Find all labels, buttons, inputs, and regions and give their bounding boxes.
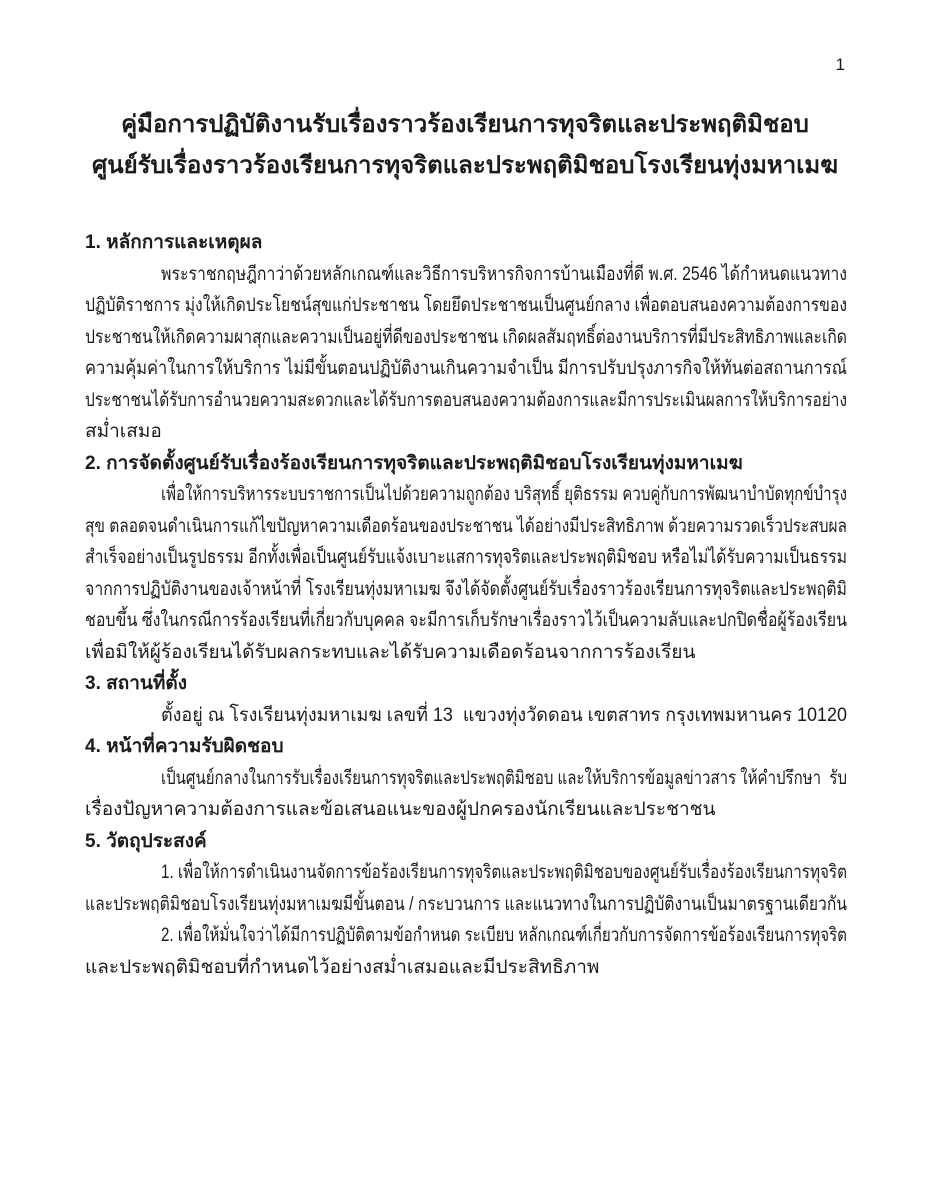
document-title-line1: คู่มือการปฏิบัติงานรับเรื่องราวร้องเรียนการทุจริตและประพฤติมิชอบ (121, 111, 809, 138)
text-line: 2. เพื่อให้มั่นใจว่าได้มีการปฏิบัติตามข้อกำหนด ระเบียบ หลักเกณฑ์เกี่ยวกับการจัดการข้อร้องเรียนการทุจริต (161, 925, 847, 946)
text-line: เพื่อมิให้ผู้ร้องเรียนได้รับผลกระทบและได้รับความเดือดร้อนจากการร้องเรียน (85, 641, 696, 663)
page-number: 1 (835, 55, 845, 74)
text-line: พระราชกฤษฎีกาว่าด้วยหลักเกณฑ์และวิธีการบริหารกิจการบ้านเมืองที่ดี พ.ศ. 2546 ได้กำหนดแนวทาง (161, 263, 847, 285)
text-line: และประพฤติมิชอบที่กำหนดไว้อย่างสม่ำเสมอและมีประสิทธิภาพ (85, 956, 600, 978)
document-title-line2: ศูนย์รับเรื่องราวร้องเรียนการทุจริตและประพฤติมิชอบโรงเรียนทุ่งมหาเมฆ (91, 152, 839, 179)
text-line: ประชาชนได้รับการอำนวยความสะดวกและได้รับการตอบสนองความต้องการและมีการประเมินผลการให้บริการอย่าง (85, 389, 847, 411)
text-line: ประชาชนให้เกิดความผาสุกและความเป็นอยู่ที่ดีของประชาชน เกิดผลสัมฤทธิ์ต่องานบริการที่มีประสิทธิภาพและเกิด (85, 326, 847, 348)
section-4-heading: 4. หน้าที่ความรับผิดชอบ (85, 736, 284, 757)
section-2-heading: 2. การจัดตั้งศูนย์รับเรื่องร้องเรียนการทุจริตและประพฤติมิชอบโรงเรียนทุ่งมหาเมฆ (85, 452, 743, 474)
text-line: เป็นศูนย์กลางในการรับเรื่องเรียนการทุจริตและประพฤติมิชอบ และให้บริการข้อมูลข่าวสาร ให้คำปรึกษา รับ (161, 767, 847, 789)
text-line: ชอบขึ้น ซึ่งในกรณีการร้องเรียนที่เกี่ยวกับบุคคล จะมีการเก็บรักษาเรื่องราวไว้เป็นความลับและปกปิดชื่อผู้ร้องเรียน (85, 610, 847, 631)
text-line: เรื่องปัญหาความต้องการและข้อเสนอแนะของผู้ปกครองนักเรียนและประชาชน (85, 799, 716, 820)
text-line: และประพฤติมิชอบโรงเรียนทุ่งมหาเมฆมีขั้นตอน / กระบวนการ และแนวทางในการปฏิบัติงานเป็นมาตรฐานเดียวกัน (85, 893, 847, 915)
section-location (85, 668, 847, 731)
document-title (85, 104, 845, 186)
section-1-heading: 1. หลักการและเหตุผล (85, 232, 263, 253)
text-line: จากการปฏิบัติงานของเจ้าหน้าที่ โรงเรียนทุ่งมหาเมฆ จึงได้จัดตั้งศูนย์รับเรื่องราวร้องเรียนการทุจริตและประพฤติมิ (85, 578, 847, 600)
section-center-establishment (85, 448, 847, 669)
section-principles (85, 227, 847, 448)
text-line: ความคุ้มค่าในการให้บริการ ไม่มีขั้นตอนปฏิบัติงานเกินความจำเป็น มีการปรับปรุงภารกิจให้ทันต่อสถานการณ์ (85, 358, 847, 379)
text-line: 1. เพื่อให้การดำเนินงานจัดการข้อร้องเรียนการทุจริตและประพฤติมิชอบของศูนย์รับเรื่องร้องเรียนการทุจริต (161, 862, 847, 883)
text-line: สุข ตลอดจนดำเนินการแก้ไขปัญหาความเดือดร้อนของประชาชน ได้อย่างมีประสิทธิภาพ ด้วยความรวดเร็วประสบผล (85, 515, 847, 537)
section-5-heading: 5. วัตถุประสงค์ (85, 830, 207, 852)
section-3-heading: 3. สถานที่ตั้ง (85, 673, 188, 694)
document-body (85, 227, 847, 983)
text-line: สำเร็จอย่างเป็นรูปธรรม อีกทั้งเพื่อเป็นศูนย์รับแจ้งเบาะแสการทุจริตและประพฤติมิชอบ หรือไม่ได้รับความเป็นธรรม (85, 547, 847, 568)
section-objectives (85, 826, 847, 984)
text-line: สม่ำเสมอ (85, 421, 162, 442)
section-responsibilities (85, 731, 847, 826)
text-line: ตั้งอยู่ ณ โรงเรียนทุ่งมหาเมฆ เลขที่ 13 แขวงทุ่งวัดดอน เขตสาทร กรุงเทพมหานคร 10120 (161, 704, 847, 726)
text-line: ปฏิบัติราชการ มุ่งให้เกิดประโยชน์สุขแก่ประชาชน โดยยึดประชาชนเป็นศูนย์กลาง เพื่อตอบสนองความต้องการของ (85, 295, 847, 316)
text-line: เพื่อให้การบริหารระบบราชการเป็นไปด้วยความถูกต้อง บริสุทธิ์ ยุติธรรม ควบคู่กับการพัฒนาบำบัดทุกข์บำรุง (161, 484, 847, 505)
